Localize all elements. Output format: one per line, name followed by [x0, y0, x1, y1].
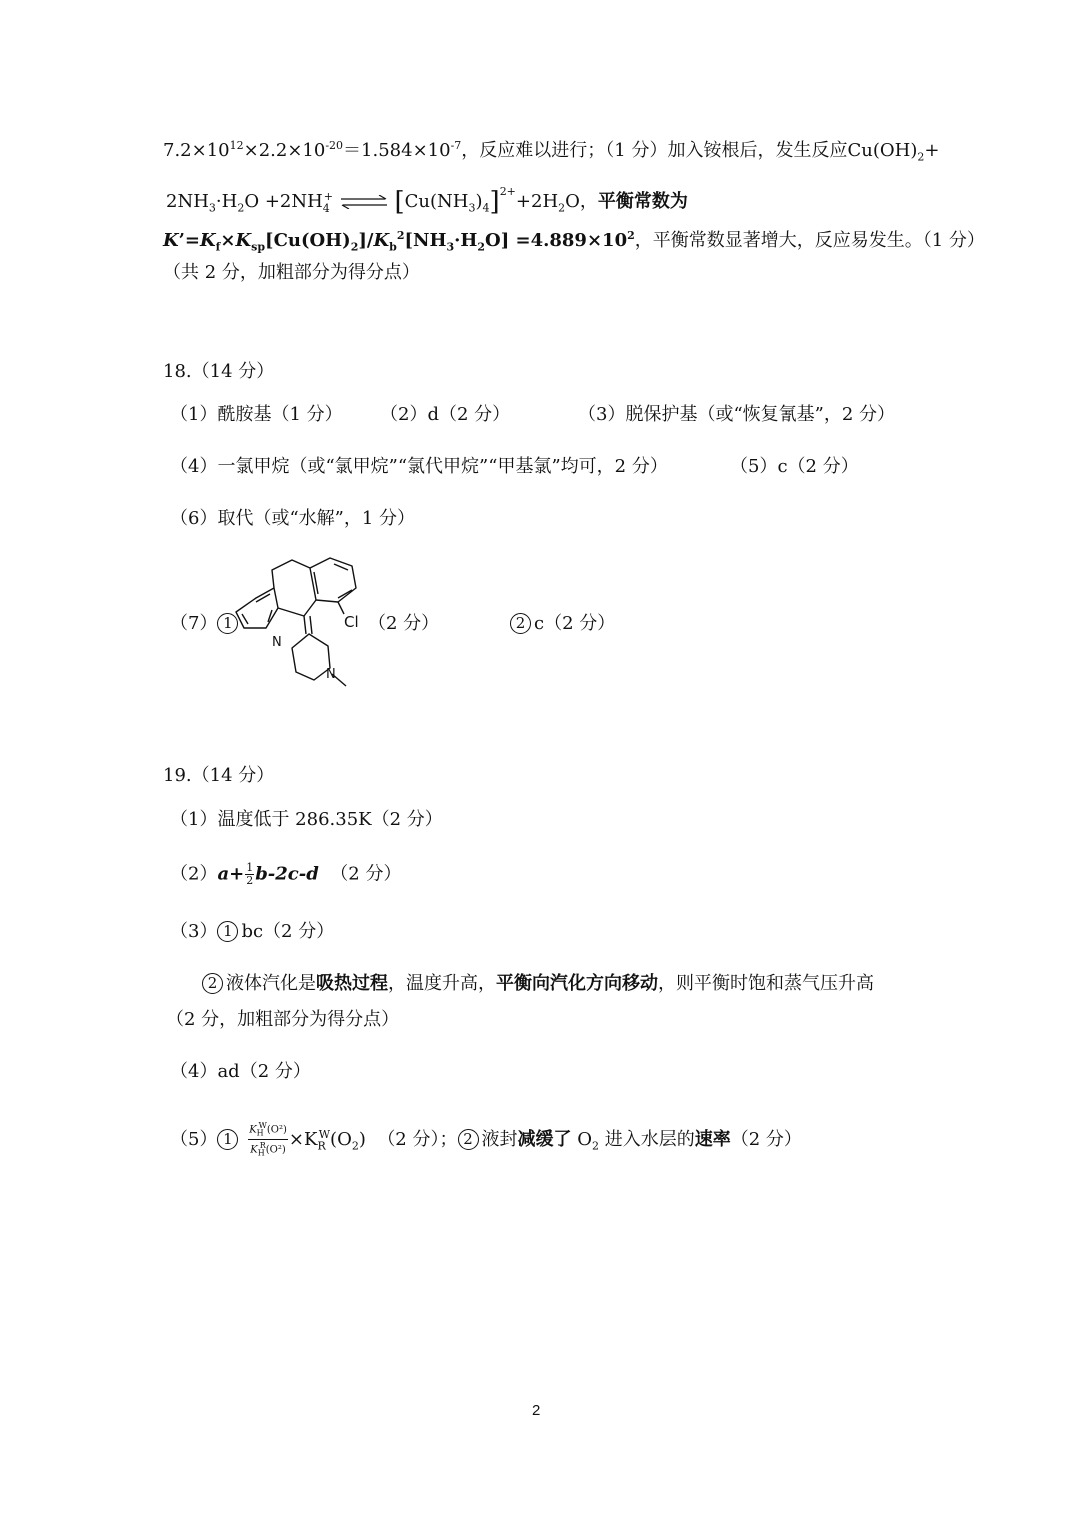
q18-answer-1: （1）酰胺基（1 分）: [170, 404, 343, 425]
q18-answer-4: （4）一氯甲烷（或“氯甲烷”“氯代甲烷”“甲基氯”均可，2 分）: [170, 456, 668, 477]
q18-answer-7-part2: 2 c（2 分）: [510, 612, 615, 636]
henry-constant-fraction: $\frac{K_H^W(O^2)}{K_H^R(O^2)}$: [249, 1121, 287, 1158]
pyridine-n-label: N: [272, 635, 282, 650]
circled-number-2: 2: [458, 1129, 479, 1150]
q19-answer-3: （3） 1 bc（2 分）: [170, 921, 335, 942]
q19-answer-2: （2）a+ $\frac{1}{2}$ b-2c-d （2 分）: [170, 861, 402, 887]
q19-answer-3b: 2 液体汽化是吸热过程，温度升高，平衡向汽化方向移动，则平衡时饱和蒸气压升高: [202, 972, 874, 996]
q17-line-4-note: （共 2 分，加粗部分为得分点）: [163, 262, 420, 283]
circled-number-1: 1: [217, 1129, 238, 1150]
q17-line-1: $7.2\times 10^{12}\times 2.2\times 10^{-20}=1.584\times 10^{-7}$，反应难以进行；（1 分）加入铵根后，发生反应$Cu(OH)_2+$: [163, 139, 940, 164]
q18-answer-6: （6）取代（或“水解”，1 分）: [170, 508, 416, 529]
q17-line-3-formula: $K’=K_f\times K_{sp}[Cu(OH)_2]/K_b^2[NH_3\cdot H_2O] =4.889\times 10^2$，平衡常数显著增大，反应易发生。（1 分）: [163, 229, 985, 254]
q18-answer-7-score: （2 分）: [368, 613, 440, 634]
q19-answer-1: （1）温度低于 286.35K（2 分）: [170, 809, 443, 830]
fraction-half: $\frac{1}{2}$: [246, 861, 254, 887]
circled-number-2: 2: [510, 613, 531, 634]
circled-number-2: 2: [202, 973, 223, 994]
q19-answer-5: （5） 1 $\frac{K_H^W(O^2)}{K_H^R(O^2)}$ $\times K_R^W(O_2)$ （2 分）； 2 液封减缓了 $O_2$ 进入水层的速率（2 分）: [170, 1121, 802, 1158]
q18-answer-2: （2）d（2 分）: [380, 404, 511, 425]
q19-answer-3b-note: （2 分，加粗部分为得分点）: [166, 1009, 400, 1030]
page-number: 2: [532, 1402, 541, 1419]
q19-header: 19.（14 分）: [163, 765, 275, 786]
equilibrium-arrow-icon: [339, 195, 389, 209]
molecule-structure-diagram: [226, 550, 376, 700]
q18-answer-7-prefix: （7） 1: [170, 612, 241, 636]
q19-answer-4: （4）ad（2 分）: [170, 1061, 311, 1082]
q18-answer-5: （5）c（2 分）: [730, 456, 859, 477]
piperidine-n-label: N: [326, 667, 336, 682]
circled-number-1: 1: [217, 613, 238, 634]
circled-number-1: 1: [217, 921, 238, 942]
chlorine-label: Cl: [344, 613, 359, 631]
q18-answer-3: （3）脱保护基（或“恢复氰基”，2 分）: [578, 404, 896, 425]
q17-line-2-equation: $2NH_3\cdot H_2O +2NH_4^+$ $[Cu(NH_3)_4]^{2+}+2H_2O$，平衡常数为: [166, 185, 688, 217]
q18-header: 18.（14 分）: [163, 361, 275, 382]
